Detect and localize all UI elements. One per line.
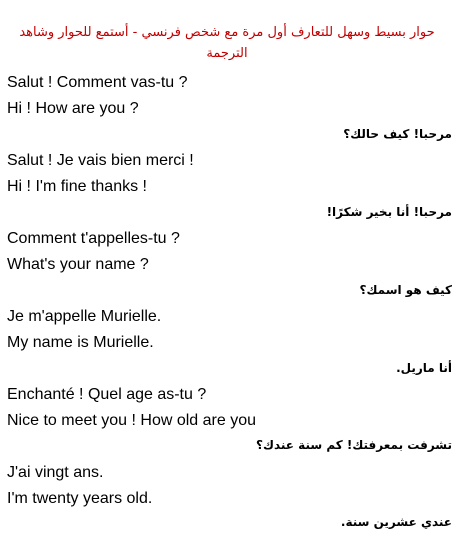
english-line: What's your name ?	[7, 256, 149, 273]
arabic-line: مرحبا! أنا بخير شكرًا!	[326, 205, 452, 219]
french-line: Je m'appelle Murielle.	[7, 308, 162, 325]
french-line: Enchanté ! Quel age as-tu ?	[7, 386, 207, 403]
arabic-line: عندي عشرين سنة.	[340, 515, 452, 529]
arabic-line: كيف هو اسمك؟	[359, 283, 452, 297]
english-line: I'm twenty years old.	[7, 490, 153, 507]
french-line: J'ai vingt ans.	[7, 464, 104, 481]
english-line: My name is Murielle.	[7, 334, 154, 351]
english-line: Hi ! How are you ?	[7, 100, 139, 117]
english-line: Hi ! I'm fine thanks !	[7, 178, 147, 195]
english-line: Nice to meet you ! How old are you	[7, 412, 257, 429]
arabic-line: مرحبا! كيف حالك؟	[343, 127, 452, 141]
french-line: Salut ! Comment vas-tu ?	[7, 74, 188, 91]
french-line: Salut ! Je vais bien merci !	[7, 152, 194, 169]
page-title: حوار بسيط وسهل للتعارف أول مرة مع شخص فرنسي - أستمع للحوار وشاهد الترجمة	[19, 25, 435, 61]
french-line: Comment t'appelles-tu ?	[7, 230, 180, 247]
arabic-line: تشرفت بمعرفتك! كم سنة عندك؟	[256, 438, 452, 452]
arabic-line: أنا ماريل.	[396, 361, 452, 375]
